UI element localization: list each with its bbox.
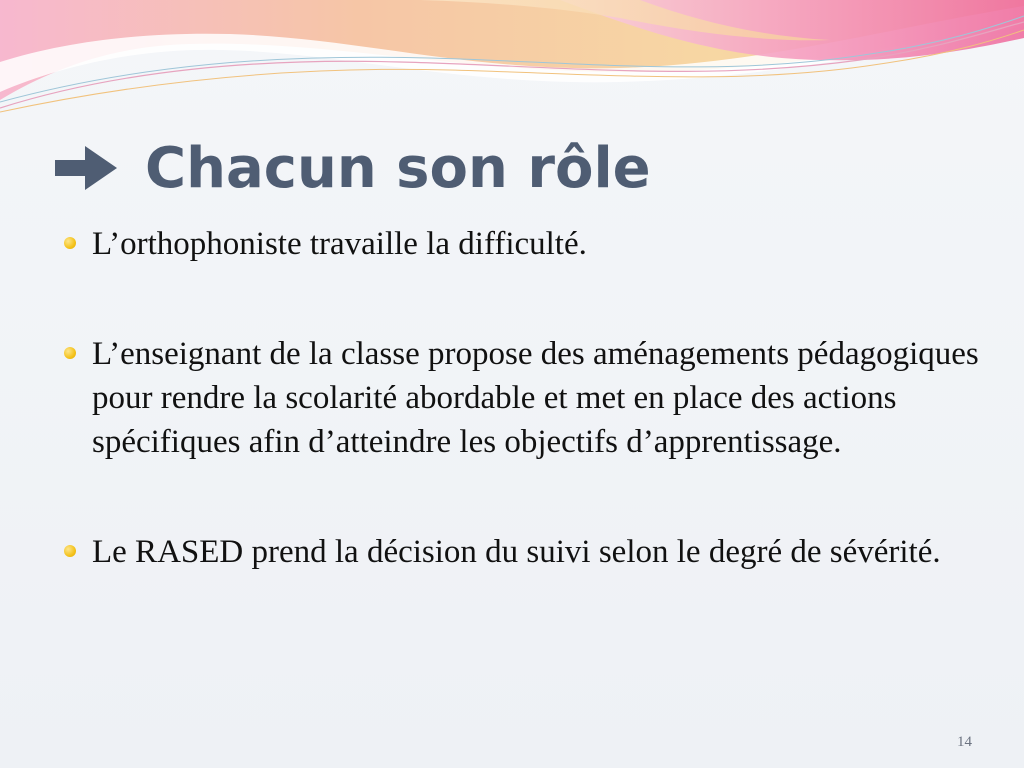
- title-row: [55, 128, 651, 208]
- bullet-icon: [64, 545, 76, 557]
- decorative-wave-header: [0, 0, 1024, 120]
- bullet-list: [62, 222, 982, 574]
- page-number: 14: [957, 734, 972, 750]
- slide-title: Chacun son rôle: [145, 135, 651, 201]
- bullet-item: [62, 530, 982, 574]
- bullet-icon: [64, 347, 76, 359]
- bullet-text: L’enseignant de la classe propose des aménagements pédagogiques pour rendre la scolarité abordable et met en place des actions spécifiques afin d’atteindre les objectifs d’apprentissage.: [92, 336, 979, 460]
- arrow-right-icon: [55, 146, 117, 190]
- bullet-item: [62, 332, 982, 464]
- bullet-text: L’orthophoniste travaille la difficulté.: [92, 226, 587, 262]
- bullet-icon: [64, 237, 76, 249]
- bullet-text: Le RASED prend la décision du suivi selon le degré de sévérité.: [92, 534, 941, 570]
- bullet-item: [62, 222, 982, 266]
